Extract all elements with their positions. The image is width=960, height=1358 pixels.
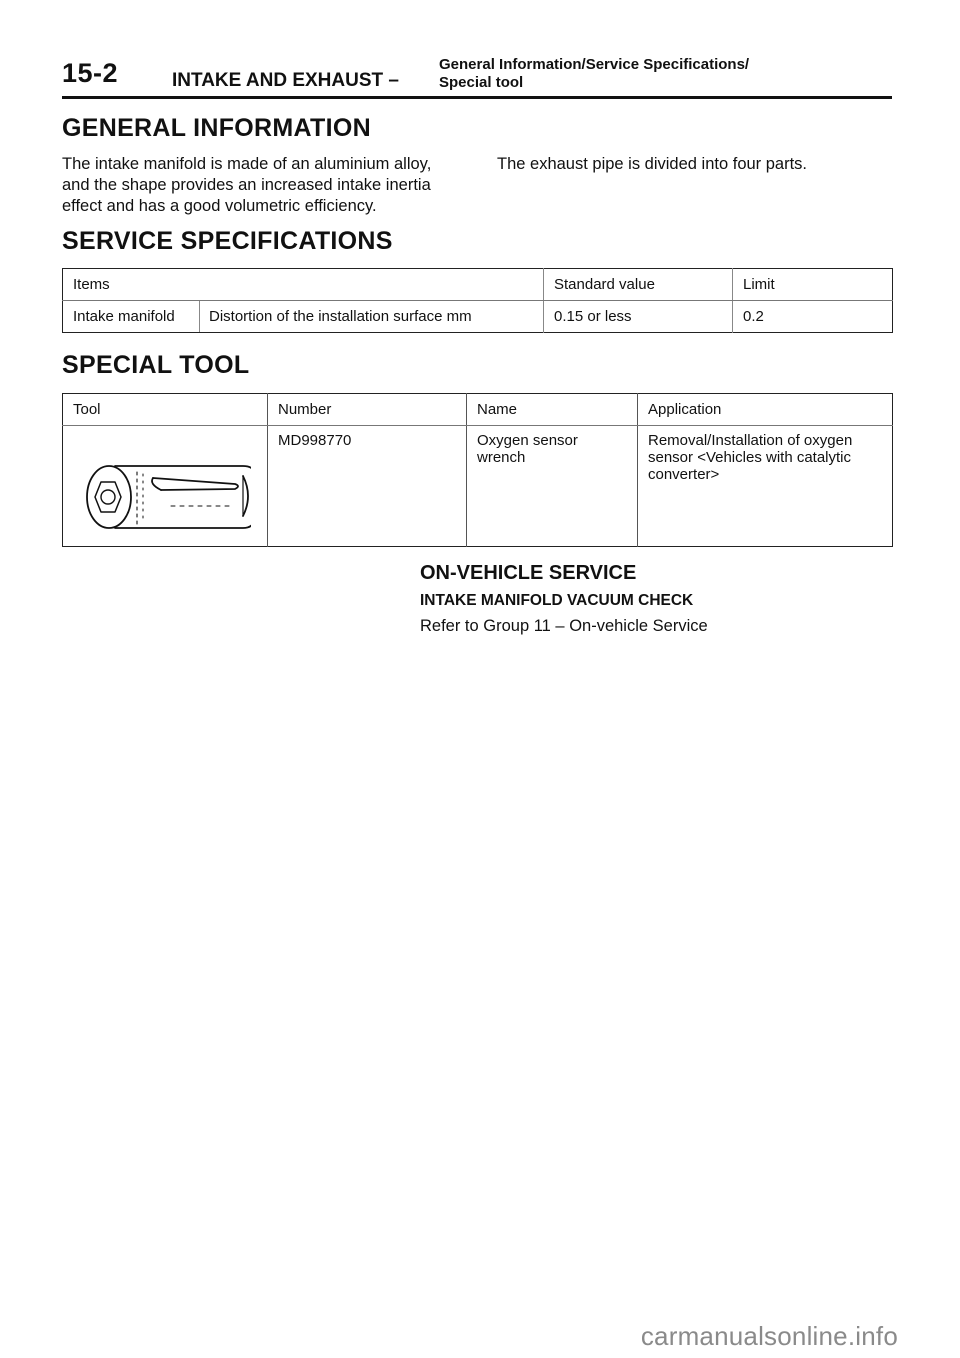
col-header-items: Items <box>63 269 544 301</box>
spec-item: Intake manifold <box>73 301 200 332</box>
general-information-heading: GENERAL INFORMATION <box>62 114 371 142</box>
paragraph-line: effect and has a good volumetric efficiency. <box>62 197 377 215</box>
spec-standard-value: 0.15 or less <box>544 301 733 333</box>
watermark: carmanualsonline.info <box>640 1321 898 1351</box>
col-header-number: Number <box>268 394 467 426</box>
chapter-title: INTAKE AND EXHAUST – <box>172 70 399 91</box>
general-information-left-text <box>62 154 482 217</box>
tool-application-line: converter> <box>648 466 720 483</box>
tool-name-line: wrench <box>477 449 526 466</box>
intake-manifold-vacuum-check-heading: INTAKE MANIFOLD VACUUM CHECK <box>420 592 694 609</box>
service-specifications-heading: SERVICE SPECIFICATIONS <box>62 227 393 255</box>
tool-number: MD998770 <box>268 426 467 547</box>
col-header-tool: Tool <box>63 394 268 426</box>
table-header-row <box>63 269 893 301</box>
oxygen-sensor-wrench-icon <box>71 436 251 540</box>
special-tool-heading: SPECIAL TOOL <box>62 351 250 379</box>
spec-item-detail: Distortion of the installation surface mm <box>209 308 472 325</box>
paragraph-line: and the shape provides an increased intake inertia <box>62 176 431 194</box>
table-header-row <box>63 394 893 426</box>
tool-illustration-cell <box>63 426 268 547</box>
header-subtitle-line2: Special tool <box>439 74 524 91</box>
tool-name-cell <box>467 426 638 547</box>
tool-application-line: Removal/Installation of oxygen <box>648 432 853 449</box>
col-header-standard-value: Standard value <box>544 269 733 301</box>
tool-name-line: Oxygen sensor <box>477 432 578 449</box>
paragraph-line: The intake manifold is made of an aluminium alloy, <box>62 155 432 173</box>
special-tool-table <box>62 393 893 547</box>
header-subtitle-line1: General Information/Service Specifications/ <box>439 56 750 73</box>
spec-item-cell <box>63 301 544 333</box>
table-row <box>63 301 893 333</box>
general-information-right-text: The exhaust pipe is divided into four parts. <box>497 155 808 173</box>
col-header-name: Name <box>467 394 638 426</box>
col-header-limit: Limit <box>733 269 893 301</box>
header-rule <box>62 96 892 99</box>
tool-application-cell <box>638 426 893 547</box>
service-specifications-table <box>62 268 893 333</box>
col-header-application: Application <box>638 394 893 426</box>
on-vehicle-service-heading: ON-VEHICLE SERVICE <box>420 562 637 584</box>
page-number: 15-2 <box>62 58 119 88</box>
spec-limit-value: 0.2 <box>733 301 893 333</box>
table-row <box>63 426 893 547</box>
on-vehicle-service-reference: Refer to Group 11 – On-vehicle Service <box>420 617 708 635</box>
tool-application-line: sensor <Vehicles with catalytic <box>648 449 852 466</box>
